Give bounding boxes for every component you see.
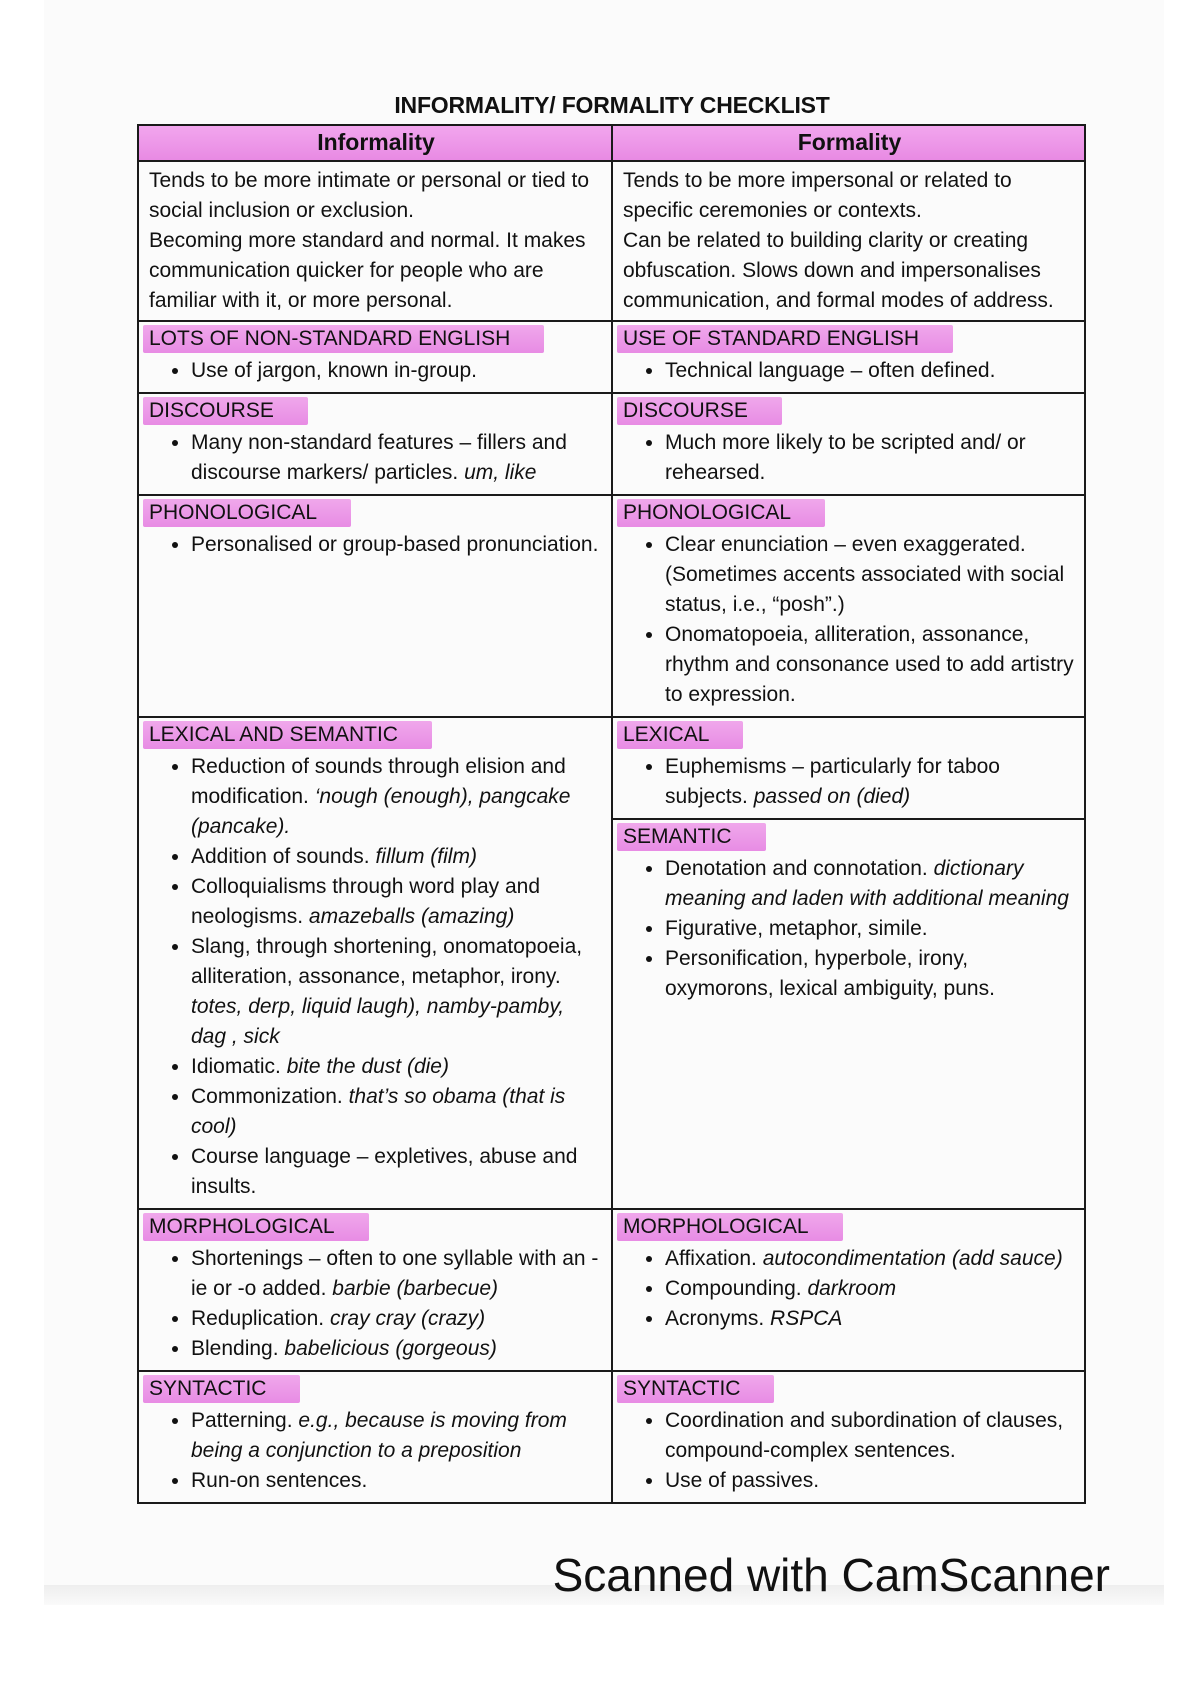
list-item: • Coordination and subordination of clauses, compound-complex sentences. [665, 1406, 1076, 1466]
intro-paragraph: Can be related to building clarity or creating obfuscation. Slows down and impersonalises communication, and formal modes of address. [623, 229, 1054, 312]
section-heading: SYNTACTIC [143, 1375, 300, 1403]
formality-intro [612, 161, 1085, 321]
intro-paragraph: Becoming more standard and normal. It makes communication quicker for people who are familiar with it, or more personal. [149, 229, 586, 312]
list-item: • Clear enunciation – even exaggerated. (Sometimes accents associated with social status, i.e., “posh”.) [665, 530, 1076, 620]
item-example: ‘nough (enough), pangcake (pancake). [191, 785, 571, 838]
formality-cell [612, 393, 1085, 495]
list-item [191, 932, 603, 1052]
list-item [191, 842, 603, 872]
list-item [665, 1274, 1076, 1304]
formality-cell [612, 321, 1085, 393]
item-text: Colloquialisms through word play and neologisms. [191, 875, 541, 928]
item-example: RSPCA [770, 1307, 843, 1330]
item-example: babelicious (gorgeous) [284, 1337, 497, 1360]
list-item [191, 1406, 603, 1466]
section-heading: PHONOLOGICAL [617, 499, 825, 527]
item-example: darkroom [807, 1277, 897, 1300]
semantic-subsection [613, 818, 1084, 1004]
morphological-row [138, 1209, 1085, 1371]
list-item [191, 428, 603, 488]
item-text: Euphemisms – particularly for taboo subjects. [665, 755, 1000, 808]
formality-cell [612, 1371, 1085, 1503]
item-text: Many non-standard features – fillers and discourse markers/ particles. [191, 431, 567, 484]
list-item: • Figurative, metaphor, simile. [665, 914, 1076, 944]
list-item [191, 1304, 603, 1334]
item-example: totes, derp, liquid laugh), namby-pamby, dag , sick [191, 995, 565, 1048]
list-item [191, 752, 603, 842]
section-heading: PHONOLOGICAL [143, 499, 351, 527]
list-item [191, 1244, 603, 1304]
item-example: e.g., because is moving from being a conjunction to a preposition [191, 1409, 567, 1462]
scanner-watermark: Scanned with CamScanner [552, 1549, 1110, 1601]
item-example: autocondimentation (add sauce) [762, 1247, 1063, 1270]
informality-cell [138, 495, 612, 717]
list-item: • Use of jargon, known in-group. [191, 356, 603, 386]
discourse-row [138, 393, 1085, 495]
list-item: • Technical language – often defined. [665, 356, 1076, 386]
item-text: Commonization. [191, 1085, 343, 1108]
item-text: Blending. [191, 1337, 279, 1360]
list-item: • Much more likely to be scripted and/ or rehearsed. [665, 428, 1076, 488]
section-heading: MORPHOLOGICAL [617, 1213, 843, 1241]
item-text: Addition of sounds. [191, 845, 370, 868]
list-item: • Onomatopoeia, alliteration, assonance, rhythm and consonance used to add artistry to expression. [665, 620, 1076, 710]
item-example: um, like [464, 461, 537, 484]
informality-cell [138, 1209, 612, 1371]
list-item: • Use of passives. [665, 1466, 1076, 1496]
formality-cell [612, 495, 1085, 717]
item-example: passed on (died) [753, 785, 911, 808]
standard-row [138, 321, 1085, 393]
item-text: Shortenings – often to one syllable with an -ie or -o added. [191, 1247, 599, 1300]
section-heading: DISCOURSE [617, 397, 782, 425]
section-heading: SYNTACTIC [617, 1375, 774, 1403]
item-text: Idiomatic. [191, 1055, 281, 1078]
list-item [665, 1304, 1076, 1334]
document-title: INFORMALITY/ FORMALITY CHECKLIST [394, 92, 830, 118]
phonological-row [138, 495, 1085, 717]
lexical-row [138, 717, 1085, 1209]
section-heading: DISCOURSE [143, 397, 308, 425]
header-row [138, 125, 1085, 161]
item-text: Affixation. [665, 1247, 757, 1270]
section-heading: LEXICAL [617, 721, 743, 749]
item-text: Compounding. [665, 1277, 802, 1300]
list-item: • Personalised or group-based pronunciation. [191, 530, 603, 560]
item-example: fillum (film) [375, 845, 477, 868]
informality-intro [138, 161, 612, 321]
formality-cell [612, 1209, 1085, 1371]
item-text: Denotation and connotation. [665, 857, 928, 880]
section-heading: MORPHOLOGICAL [143, 1213, 369, 1241]
list-item [191, 1052, 603, 1082]
section-heading: LEXICAL AND SEMANTIC [143, 721, 432, 749]
informality-cell [138, 321, 612, 393]
informality-cell [138, 1371, 612, 1503]
list-item [665, 1244, 1076, 1274]
informality-cell [138, 393, 612, 495]
syntactic-row [138, 1371, 1085, 1503]
item-text: Course language – expletives, abuse and insults. [191, 1145, 578, 1198]
list-item [191, 1082, 603, 1142]
list-item [665, 854, 1076, 914]
section-heading: LOTS OF NON-STANDARD ENGLISH [143, 325, 544, 353]
column-header-formality: Formality [612, 125, 1085, 161]
informality-cell [138, 717, 612, 1209]
intro-paragraph: Tends to be more intimate or personal or tied to social inclusion or exclusion. [149, 169, 590, 222]
list-item [191, 1334, 603, 1364]
formality-cell [612, 717, 1085, 1209]
list-item: • Personification, hyperbole, irony, oxymorons, lexical ambiguity, puns. [665, 944, 1076, 1004]
section-heading: USE OF STANDARD ENGLISH [617, 325, 953, 353]
item-text: Reduplication. [191, 1307, 325, 1330]
item-example: barbie (barbecue) [332, 1277, 499, 1300]
item-text: Slang, through shortening, onomatopoeia, alliteration, assonance, metaphor, irony. [191, 935, 583, 988]
item-text: Acronyms. [665, 1307, 765, 1330]
checklist-table [137, 124, 1086, 1504]
list-item [665, 752, 1076, 812]
item-example: that’s so obama (that is cool) [191, 1085, 566, 1138]
column-header-informality: Informality [138, 125, 612, 161]
section-heading: SEMANTIC [617, 823, 766, 851]
intro-paragraph: Tends to be more impersonal or related to specific ceremonies or contexts. [623, 169, 1012, 222]
list-item [191, 872, 603, 932]
item-example: bite the dust (die) [286, 1055, 449, 1078]
list-item [191, 1142, 603, 1202]
list-item: • Run-on sentences. [191, 1466, 603, 1496]
item-example: cray cray (crazy) [329, 1307, 486, 1330]
item-text: Reduction of sounds through elision and modification. [191, 755, 566, 808]
item-text: Patterning. [191, 1409, 293, 1432]
intro-row [138, 161, 1085, 321]
item-example: dictionary meaning and laden with additional meaning [665, 857, 1069, 910]
item-example: amazeballs (amazing) [308, 905, 515, 928]
